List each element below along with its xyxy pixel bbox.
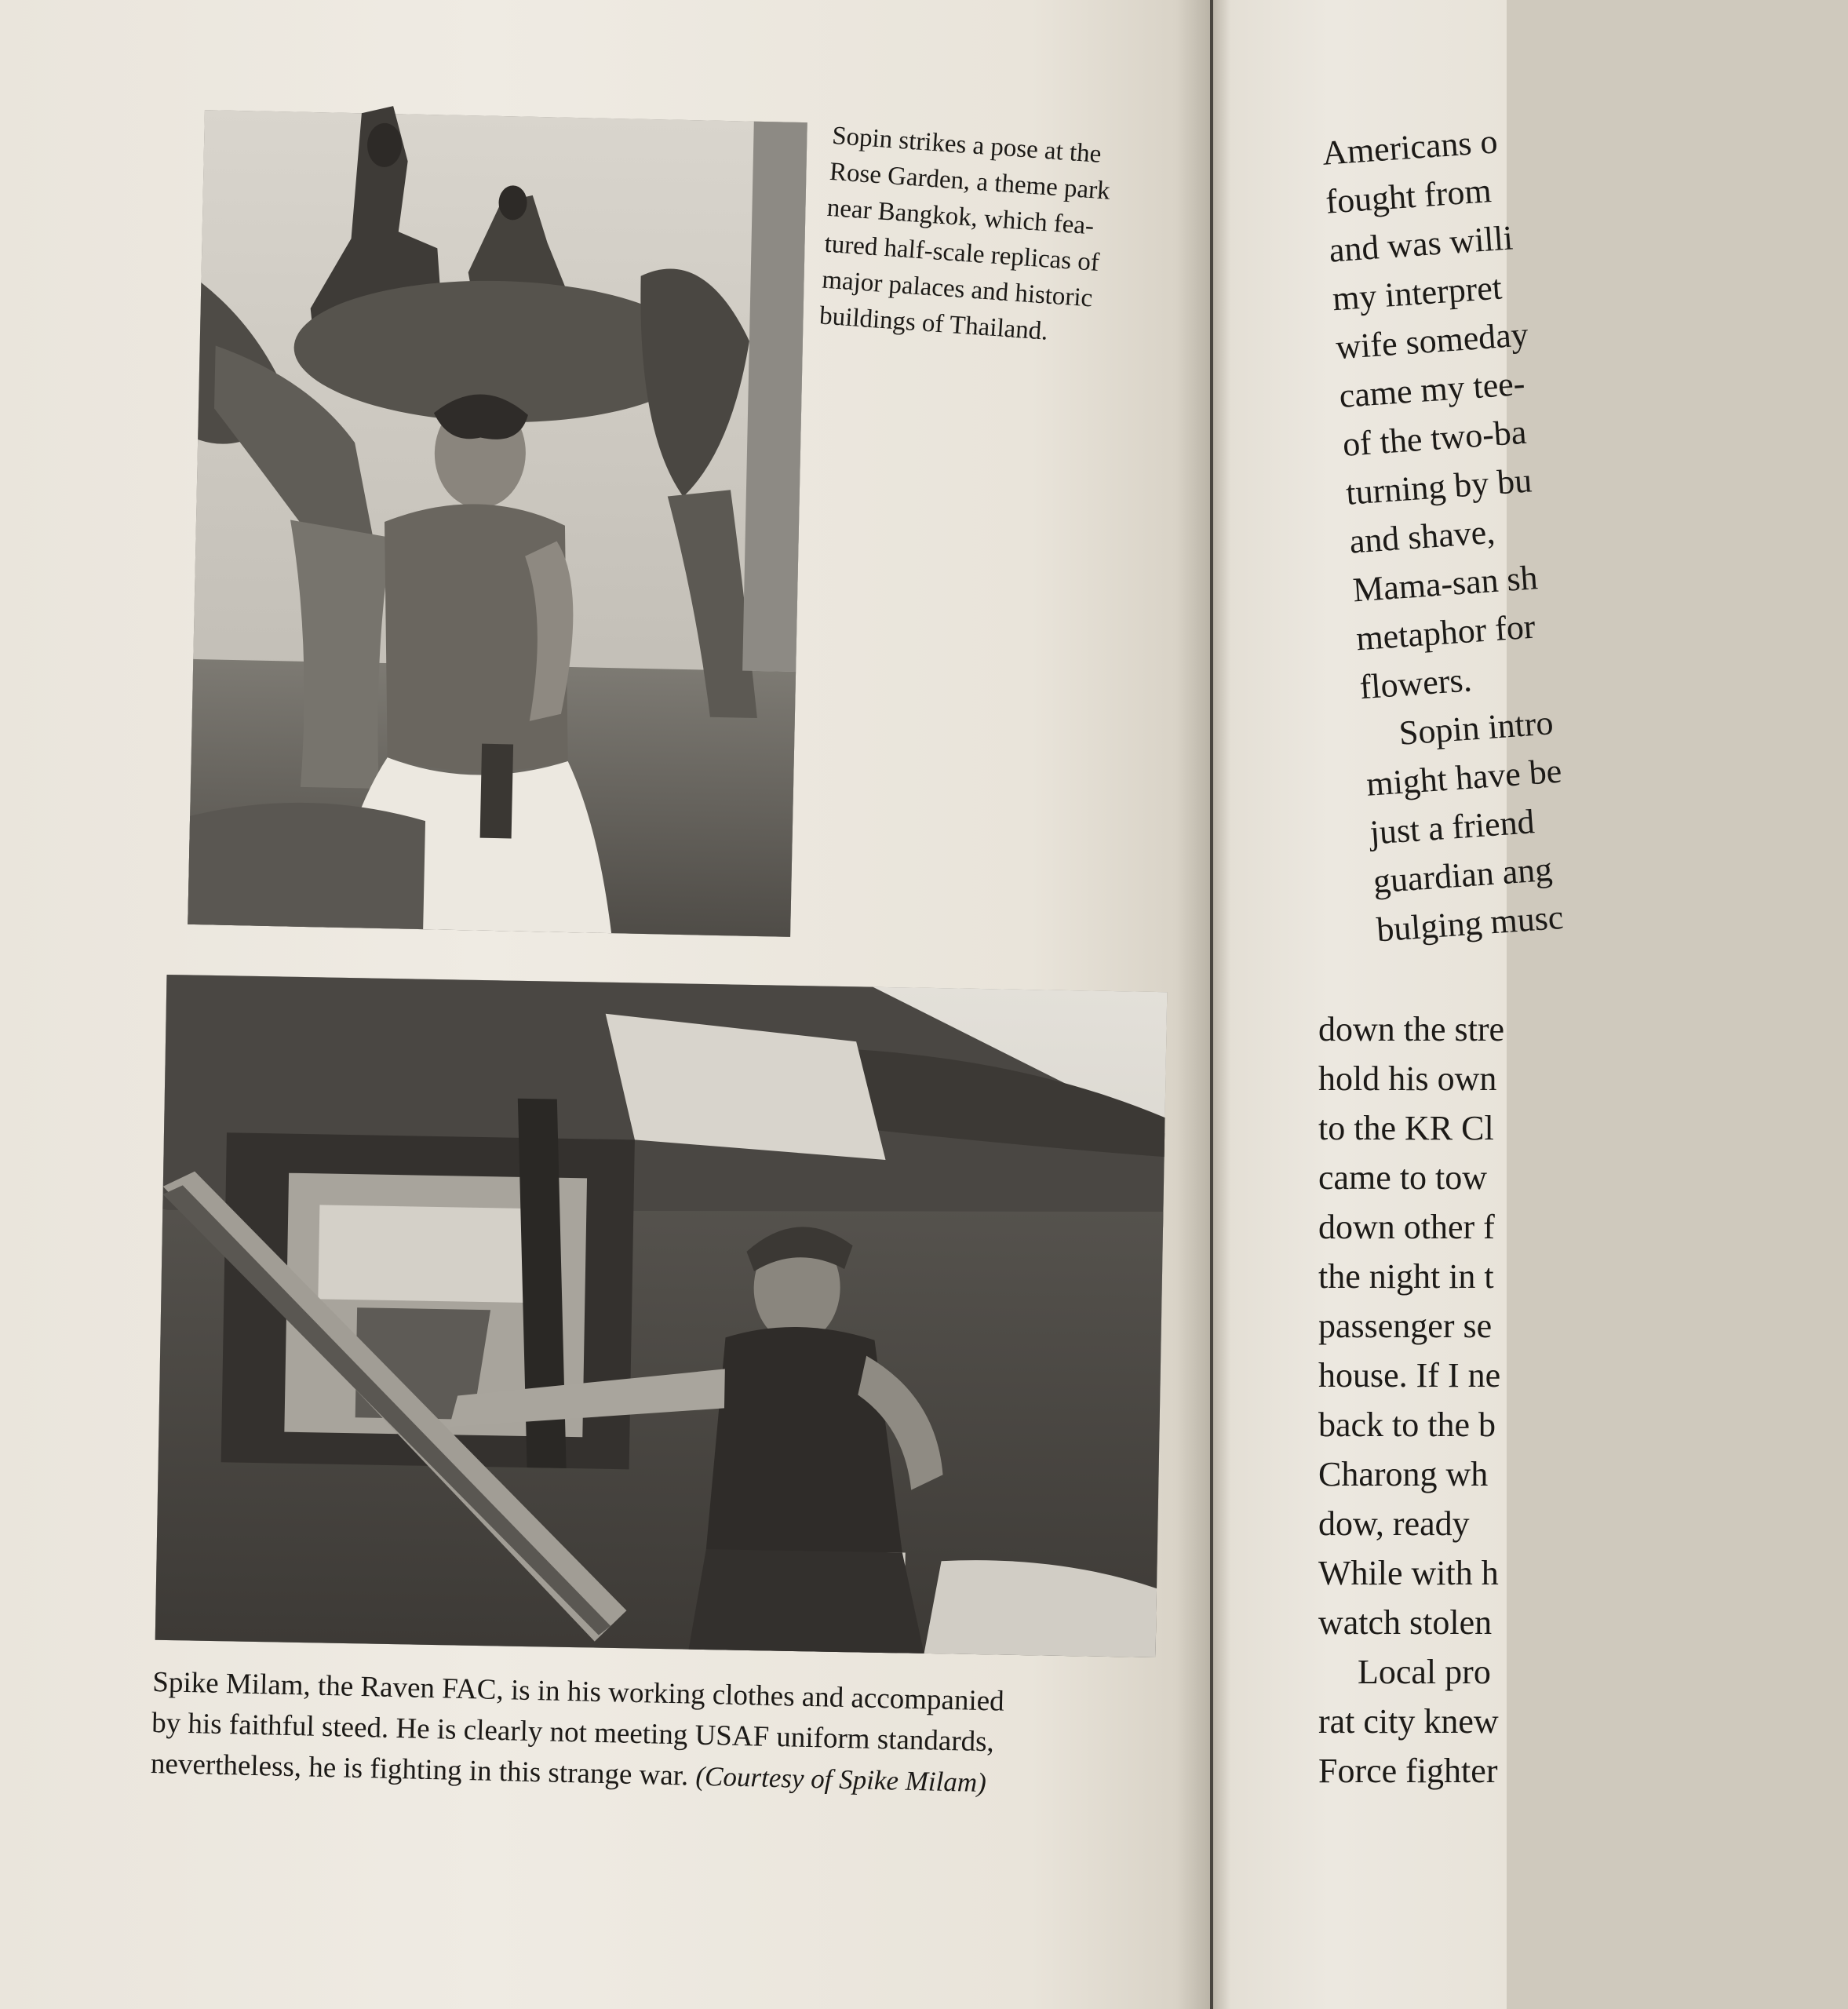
caption-line: tured half-scale replicas of [823,229,1101,278]
text-line: and shave, [1348,512,1496,561]
text-line: watch stolen [1318,1603,1493,1642]
text-line: my interpret [1331,268,1504,319]
text-line: While with h [1318,1554,1499,1592]
photo-sopin-image [188,110,807,937]
text-line: house. If I ne [1318,1356,1501,1395]
text-line: guardian ang [1372,849,1554,901]
text-line: flowers. [1358,660,1474,707]
text-line: and was willi [1328,218,1514,270]
text-line: Force fighter [1318,1752,1498,1790]
text-line: might have be [1365,751,1563,804]
caption-line: buildings of Thailand. [818,301,1049,346]
right-page-text-lower [1318,1004,1504,1796]
caption-line: near Bangkok, which fea- [826,193,1095,241]
text-line: back to the b [1318,1406,1496,1444]
top-photo-caption [818,118,1172,357]
text-line: bulging musc [1375,897,1565,950]
text-line: Sopin intro [1398,703,1555,753]
caption-line: Sopin strikes a pose at the [831,121,1103,169]
text-line: dow, ready [1318,1504,1470,1543]
photo-spike-milam-aircraft [155,975,1168,1657]
bottom-photo-caption [150,1662,1165,1807]
text-line: metaphor for [1354,607,1536,658]
text-line: hold his own [1318,1059,1497,1098]
text-line: to the KR Cl [1318,1109,1494,1147]
caption-line: Rose Garden, a theme park [828,157,1111,206]
text-line: passenger se [1318,1307,1493,1345]
text-line: Mama-san sh [1351,558,1540,610]
text-line: just a friend [1368,802,1536,852]
text-line: rat city knew [1318,1702,1499,1741]
photo-sopin-rose-garden [188,110,807,937]
photo-spike-image [155,975,1168,1657]
right-page-text-upper [1321,97,1848,954]
text-line: the night in t [1318,1257,1494,1296]
text-line: came my tee- [1338,363,1526,416]
photo-credit: (Courtesy of Spike Milam) [695,1760,987,1799]
caption-line: major palaces and historic [821,265,1094,313]
text-line: Americans o [1321,122,1499,173]
text-line: came to tow [1318,1158,1488,1197]
text-line: of the two-ba [1341,412,1528,464]
caption-line: by his faithful steed. He is clearly not meeting USAF uniform standards, [151,1706,995,1759]
text-line: fought from [1324,171,1493,221]
text-line: turning by bu [1344,461,1533,512]
text-line: Local pro [1358,1653,1491,1691]
caption-line: nevertheless, he is fighting in this strange war. [150,1747,696,1792]
text-line: down the stre [1318,1010,1505,1048]
text-line: down other f [1318,1208,1495,1246]
caption-line: Spike Milam, the Raven FAC, is in his working clothes and accompanied [151,1665,1005,1718]
text-line: Charong wh [1318,1455,1489,1493]
text-line: wife someday [1334,315,1530,367]
